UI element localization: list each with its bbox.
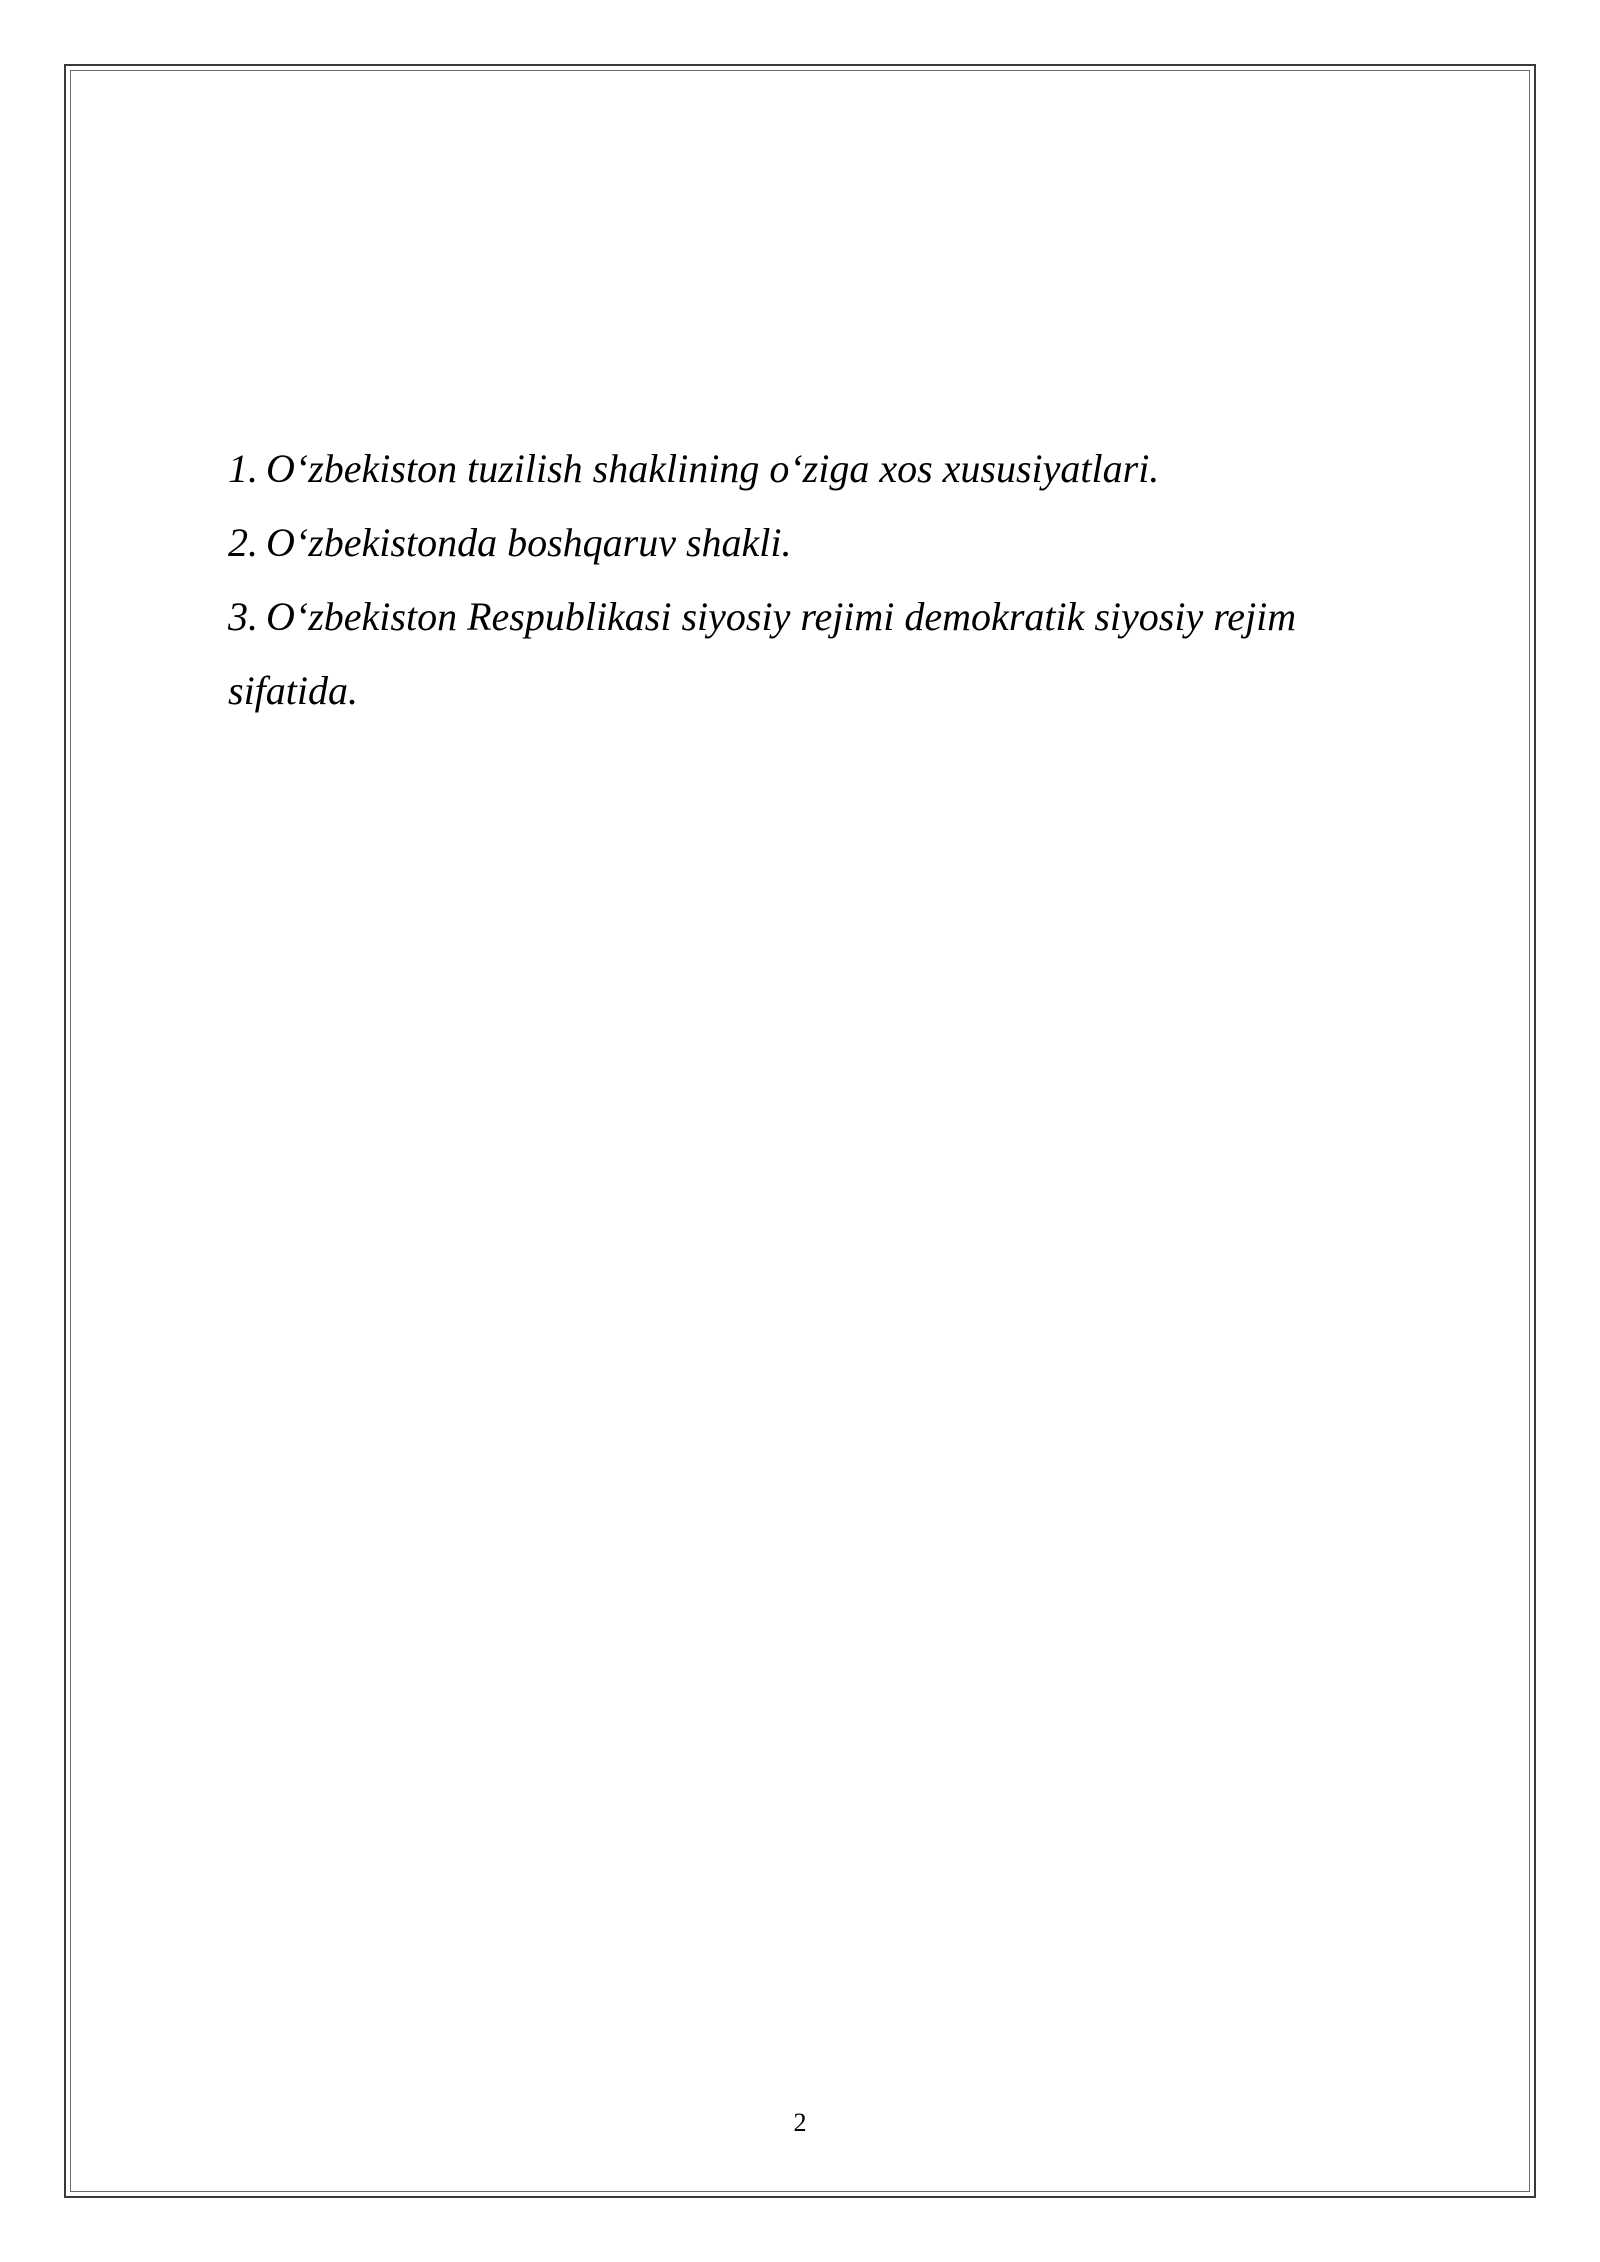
outline-list: [228, 432, 1398, 728]
outline-item-number: 2.: [228, 520, 258, 565]
outline-item-1: [228, 432, 1398, 506]
outline-item-3: [228, 580, 1398, 728]
outline-item-number: 1.: [228, 446, 258, 491]
outline-item-text: O‘zbekistonda boshqaruv shakli.: [266, 520, 792, 565]
page-border-inner: [70, 70, 1530, 2192]
page-number: 2: [793, 2108, 807, 2137]
outline-item-number: 3.: [228, 594, 258, 639]
outline-item-text: O‘zbekiston tuzilish shaklining o‘ziga xos xususiyatlari.: [266, 446, 1160, 491]
outline-item-text: O‘zbekiston Respublikasi siyosiy rejimi demokratik siyosiy rejim sifatida.: [228, 594, 1297, 713]
outline-item-2: [228, 506, 1398, 580]
